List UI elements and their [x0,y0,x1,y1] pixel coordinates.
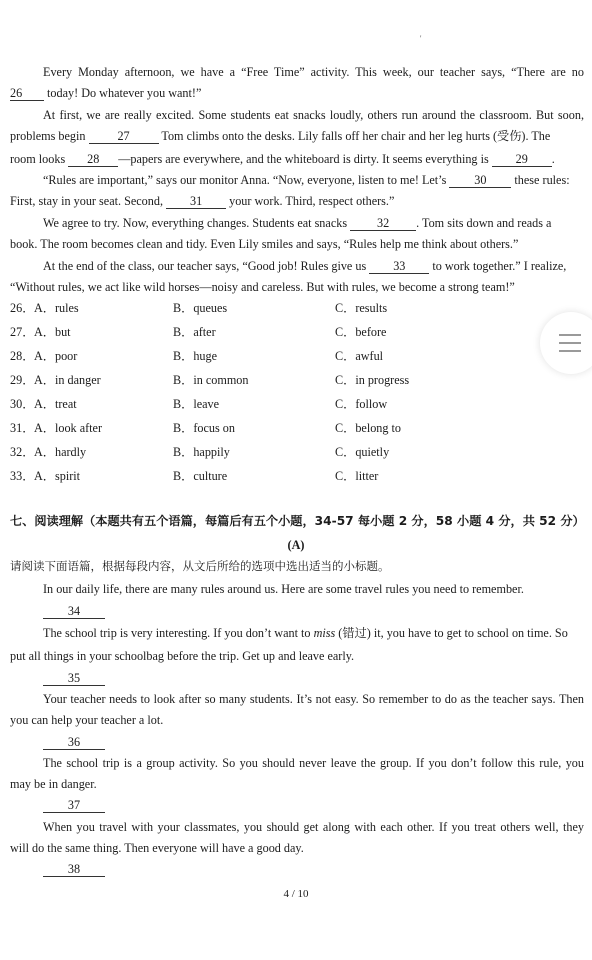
passage-text: —papers are everywhere, and the whiteboard is dirty. It seems everything is [118,152,489,166]
option-a: A．hardly [34,445,87,459]
question-number: 27． [10,325,35,339]
passage-p2-line1 [43,107,584,123]
passage-text: . Tom sits down and reads a [416,216,552,230]
passage-text: At first, we are really excited. Some students eat snacks loudly, others run around the classroom. But soon, [43,108,584,122]
passage-text: to work together.” I realize, [432,259,567,273]
passage-p2-line3 [10,151,584,167]
option-row-26 [10,300,584,316]
blank-26: 26 [10,87,44,101]
reading-p34-line2 [10,648,584,664]
passage-text: problems begin [10,129,86,143]
passage-p2-line2 [10,128,584,144]
section-part-label: (A) [287,538,305,552]
passage-text: First, stay in your seat. Second, [10,194,164,208]
option-a: A．poor [34,349,78,363]
option-c: C．before [335,325,387,339]
option-c: C．belong to [335,421,402,435]
passage-text: today! Do whatever you want!” [47,86,202,100]
heading-blank-35: 35 [43,672,105,686]
reading-text: (错过) it, you have to get to school on time. So [338,626,568,640]
scan-mark: ' [420,34,422,43]
passage-text: “Without rules, we act like wild horses—noisy and careless. But with rules, we become a strong team!” [10,280,515,294]
reading-p37-line2 [10,840,584,856]
reading-p36-line1 [43,755,584,771]
reading-text: When you travel with your classmates, you should get along with each other. If you treat others well, they [43,820,584,834]
section-heading: 七、阅读理解（本题共有五个语篇，每篇后有五个小题，34-57 每小题 2 分，58 小题 4 分，共 52 分） [10,514,585,528]
option-row-33 [10,468,584,484]
question-number: 29． [10,373,35,387]
reading-p35-line2 [10,712,584,728]
option-b: B．leave [173,397,220,411]
heading-blank-36: 36 [43,736,105,750]
reading-p36-line2 [10,776,584,792]
option-a: A．in danger [34,373,101,387]
passage-text: “Rules are important,” says our monitor Anna. “Now, everyone, listen to me! Let’s [43,173,447,187]
passage-text: these rules: [514,173,570,187]
option-row-28 [10,348,584,364]
option-row-27 [10,324,584,340]
option-a: A．but [34,325,71,339]
passage-text: At the end of the class, our teacher says, “Good job! Rules give us [43,259,367,273]
heading-blank-38-row [43,861,584,877]
question-number: 30． [10,397,35,411]
passage-p4-line1 [43,215,584,231]
option-c: C．results [335,301,388,315]
blank-31: 31 [166,195,226,209]
option-b: B．after [173,325,216,339]
option-b: B．happily [173,445,230,459]
blank-28: 28 [68,153,118,167]
page-number: 4 / 10 [283,888,309,900]
passage-p1-line2 [10,85,584,101]
question-number: 32． [10,445,35,459]
option-c: C．litter [335,469,379,483]
option-c: C．in progress [335,373,410,387]
option-b: B．focus on [173,421,235,435]
option-a: A．rules [34,301,79,315]
option-row-30 [10,396,584,412]
heading-blank-37: 37 [43,799,105,813]
reading-text: The school trip is a group activity. So you should never leave the group. If you don’t follow this rule, you [43,756,584,770]
option-c: C．awful [335,349,384,363]
heading-blank-34: 34 [43,605,105,619]
blank-33: 33 [369,260,429,274]
heading-blank-37-row [43,797,584,813]
heading-blank-34-row [43,603,584,619]
option-row-29 [10,372,584,388]
blank-27: 27 [89,130,159,144]
passage-text: Every Monday afternoon, we have a “Free Time” activity. This week, our teacher says, “There are no [43,65,584,79]
option-b: B．queues [173,301,228,315]
reading-text: may be in danger. [10,777,97,791]
reading-p34-line1 [43,625,584,641]
option-b: B．huge [173,349,218,363]
heading-blank-36-row [43,734,584,750]
passage-p4-line2 [10,236,584,252]
reading-intro [43,581,584,597]
reading-text-italic: miss [313,626,336,640]
reading-p37-line1 [43,819,584,835]
option-row-32 [10,444,584,460]
passage-text: . [551,152,555,166]
option-b: B．in common [173,373,249,387]
passage-p5-line2 [10,279,584,295]
option-a: A．look after [34,421,103,435]
reading-text: put all things in your schoolbag before the trip. Get up and leave early. [10,649,355,663]
reading-text: you can help your teacher a lot. [10,713,164,727]
option-c: C．quietly [335,445,390,459]
option-a: A．spirit [34,469,81,483]
passage-text: Tom climbs onto the desks. Lily falls off her chair and her leg hurts (受伤). The [161,129,551,143]
reading-text: In our daily life, there are many rules around us. Here are some travel rules you need to remember. [43,582,524,596]
floating-menu-button[interactable] [540,312,592,374]
question-number: 28． [10,349,35,363]
passage-p1-line1 [43,64,584,80]
passage-text: your work. Third, respect others.” [229,194,395,208]
option-c: C．follow [335,397,388,411]
option-row-31 [10,420,584,436]
reading-text: The school trip is very interesting. If you don’t want to [43,626,311,640]
passage-text: We agree to try. Now, everything changes. Students eat snacks [43,216,348,230]
reading-p35-line1 [43,691,584,707]
passage-p3-line2 [10,193,584,209]
reading-text: Your teacher needs to look after so many students. It’s not easy. So remember to do as the teacher says. Then [43,692,584,706]
heading-blank-35-row [43,670,584,686]
passage-text: room looks [10,152,66,166]
question-number: 26． [10,301,35,315]
reading-text: will do the same thing. Then everyone will have a good day. [10,841,304,855]
question-number: 33． [10,469,35,483]
blank-29: 29 [492,153,552,167]
blank-30: 30 [449,174,511,188]
passage-p3-line1 [43,172,584,188]
blank-32: 32 [350,217,416,231]
passage-text: book. The room becomes clean and tidy. Even Lily smiles and says, “Rules help me think about others.” [10,237,519,251]
option-b: B．culture [173,469,228,483]
option-a: A．treat [34,397,77,411]
heading-blank-38: 38 [43,863,105,877]
passage-p5-line1 [43,258,584,274]
question-number: 31． [10,421,35,435]
section-instruction: 请阅读下面语篇，根据每段内容，从文后所给的选项中选出适当的小标题。 [10,559,390,573]
